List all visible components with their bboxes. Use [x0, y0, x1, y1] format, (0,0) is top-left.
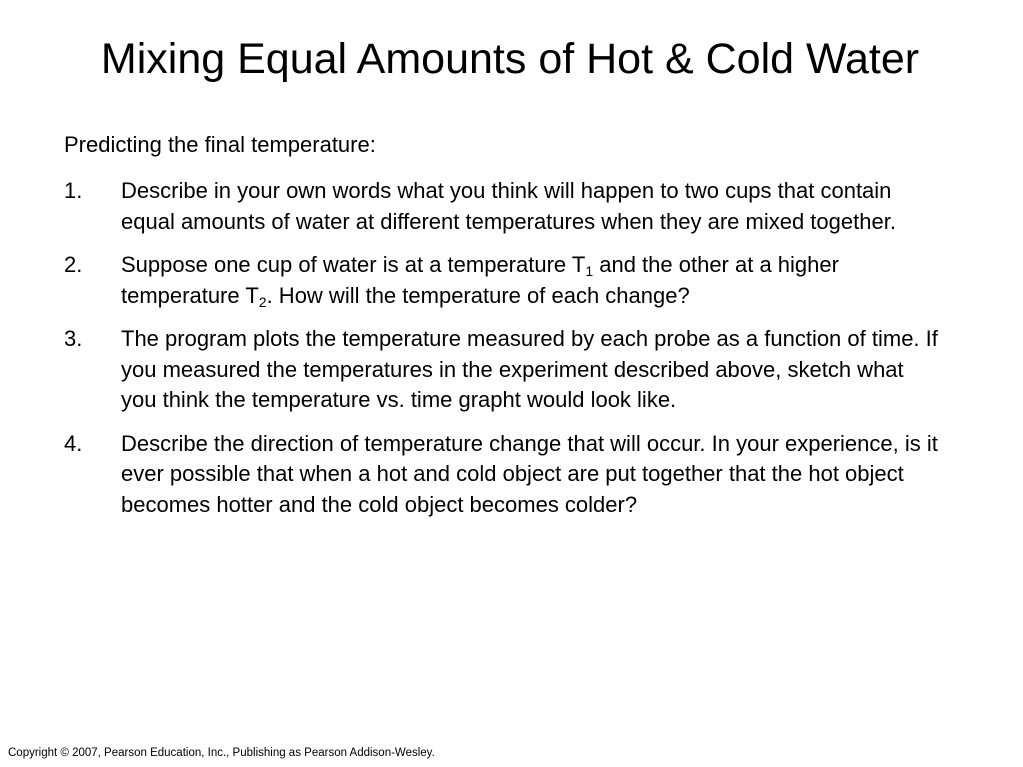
item-number: 2.: [64, 252, 83, 277]
item-text-part: . How will the temperature of each change?: [266, 282, 690, 308]
item-text-part: Suppose one cup of water is at a temperature T: [121, 252, 586, 277]
item-text: The program plots the temperature measured by each probe as a function of time. If you measured the temperatures in the experiment described above, sketch what you think the temperature vs. time grapht would look like.: [121, 326, 938, 412]
list-item: [64, 176, 944, 237]
copyright-notice: Copyright © 2007, Pearson Education, Inc., Publishing as Pearson Addison-Wesley.: [8, 747, 435, 759]
item-text: Describe the direction of temperature change that will occur. In your experience, is it ever possible that when a hot and cold object are put together that the hot object becomes hotter and the cold object becomes colder?: [121, 430, 938, 517]
intro-text: Predicting the final temperature:: [64, 132, 376, 157]
subscript: 1: [585, 263, 594, 279]
subscript: 2: [258, 293, 267, 310]
item-number: 4.: [64, 430, 83, 456]
item-text-part: and the other at a higher temperature T: [121, 252, 839, 308]
question-list: [64, 176, 944, 533]
list-item: [64, 429, 944, 521]
item-text: Describe in your own words what you think will happen to two cups that contain equal amounts of water at different temperatures when they are mixed together.: [121, 178, 896, 234]
item-number: 1.: [64, 178, 83, 203]
list-item: [64, 250, 944, 311]
slide-title: Mixing Equal Amounts of Hot & Cold Water: [100, 35, 920, 83]
item-number: 3.: [64, 326, 83, 351]
list-item: [64, 324, 944, 416]
